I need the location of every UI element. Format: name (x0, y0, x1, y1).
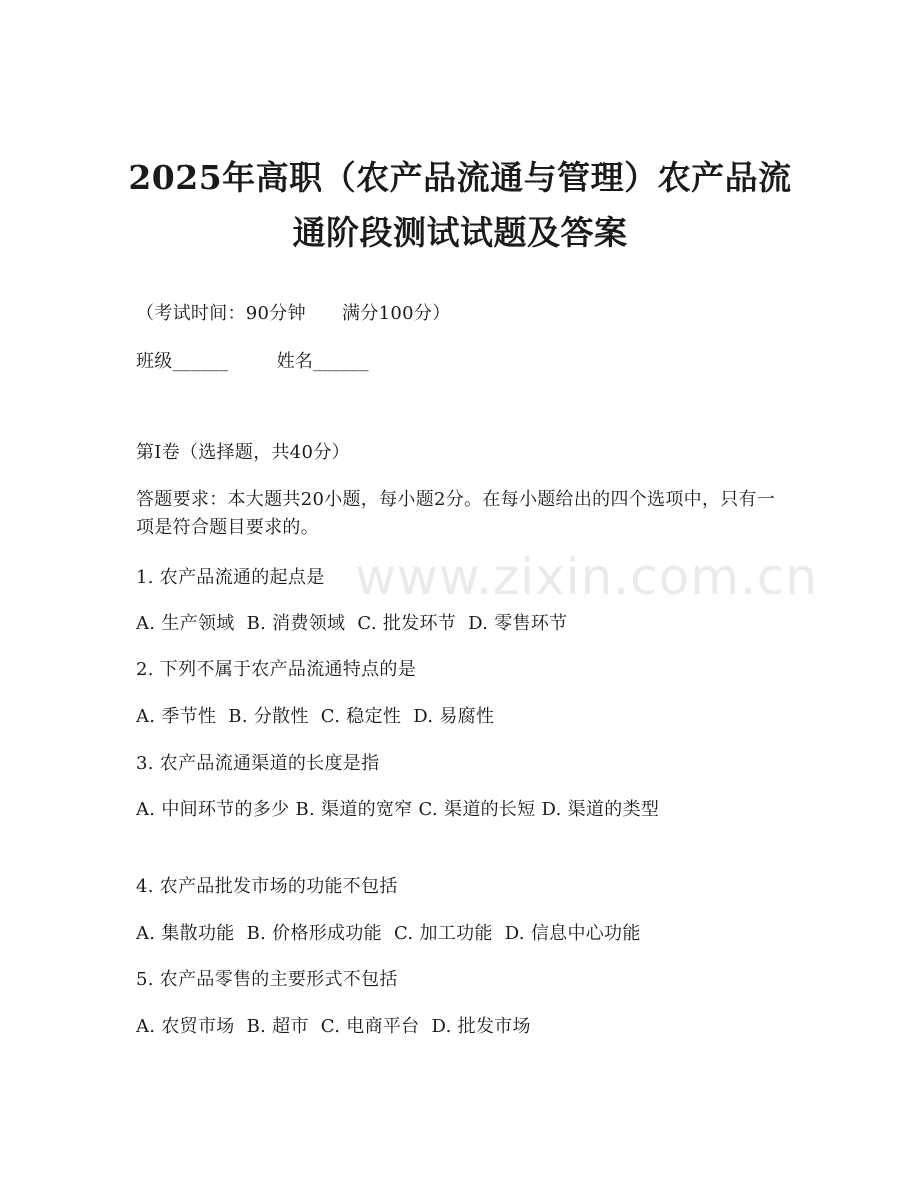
exam-info: （考试时间：90分钟 满分100分） (136, 303, 451, 324)
question-2: 2. 下列不属于农产品流通特点的是 (136, 659, 416, 680)
question-3: 3. 农产品流通渠道的长度是指 (136, 753, 380, 774)
question-5-options: A. 农贸市场 B. 超市 C. 电商平台 D. 批发市场 (136, 1016, 531, 1037)
document-title (60, 150, 860, 260)
question-5: 5. 农产品零售的主要形式不包括 (136, 969, 398, 990)
section-heading: 第Ⅰ卷（选择题，共40分） (136, 442, 350, 463)
question-1: 1. 农产品流通的起点是 (136, 567, 325, 588)
watermark: www.zixin.com.cn (355, 548, 819, 606)
question-4-options: A. 集散功能 B. 价格形成功能 C. 加工功能 D. 信息中心功能 (136, 923, 641, 944)
instructions: 答题要求：本大题共20小题，每小题2分。在每小题给出的四个选项中，只有一项是符合题目要求的。 (136, 489, 776, 538)
question-1-options: A. 生产领域 B. 消费领域 C. 批发环节 D. 零售环节 (136, 613, 568, 634)
question-2-options: A. 季节性 B. 分散性 C. 稳定性 D. 易腐性 (136, 706, 495, 727)
title-line-1: 2025年高职（农产品流通与管理）农产品流 (128, 158, 792, 197)
question-4: 4. 农产品批发市场的功能不包括 (136, 876, 398, 897)
class-name-line: 班级______ 姓名______ (136, 351, 369, 372)
question-3-options: A. 中间环节的多少 B. 渠道的宽窄 C. 渠道的长短 D. 渠道的类型 (136, 799, 660, 820)
title-line-2: 通阶段测试试题及答案 (292, 213, 628, 252)
